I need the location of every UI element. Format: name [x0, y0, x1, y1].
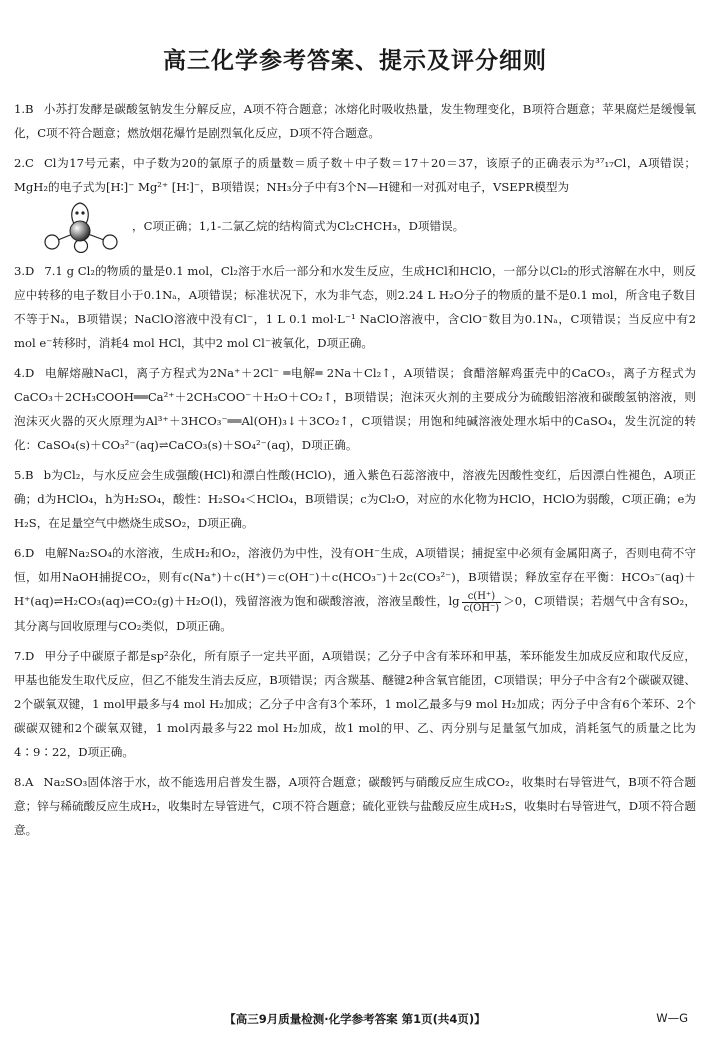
answer-number: 6.D: [14, 546, 35, 560]
answer-number: 8.A: [14, 774, 34, 789]
answer-item-5: [14, 463, 696, 535]
answer-text: Na₂SO₃固体溶于水，故不能选用启普发生器，A项符合题意；碳酸钙与硝酸反应生成CO₂，收集时右导管进气，B项不符合题意；锌与稀硫酸反应生成H₂，收集时左导管进气，C项不符合题意；硫化亚铁与盐酸反应生成H₂S，收集时右导管进气，D项不符合题意。: [14, 774, 696, 837]
page-footer: 【高三9月质量检测·化学参考答案 第1页(共4页)】: [224, 1012, 486, 1026]
fraction-numerator: c(H⁺): [462, 591, 502, 603]
answer-text-tail: ＞0，C项错误；若烟气中含有SO₂，其分离与回收原理与CO₂类似，D项正确。: [14, 594, 697, 633]
answer-number: 5.B: [14, 468, 34, 482]
ratio-fraction: [462, 591, 502, 614]
answer-number: 4.D: [14, 366, 35, 380]
vsepr-line: [14, 199, 696, 253]
answer-number: 2.C: [14, 156, 34, 170]
answer-text-tail: ，C项正确；1,1-二氯乙烷的结构简式为Cl₂CHCH₃，D项错误。: [132, 219, 465, 233]
answer-text: 7.1 g Cl₂的物质的量是0.1 mol，Cl₂溶于水后一部分和水发生反应，生成HCl和HClO，一部分以Cl₂的形式溶解在水中，则反应中转移的电子数目小于0.1Nₐ，A项错误；标准状况下，水为非气态，则2.24 L H₂O分子的物质的量不是0.1 mol，所含电子数目不等于Nₐ，B项错误；NaClO溶液中没有Cl⁻，1 L 0.1 mol·L⁻¹ NaClO溶液中，含ClO⁻数目为0.1Nₐ，C项错误；当反应中有2 mol e⁻转移时，消耗4 mol HCl，其中2 mol Cl⁻被氧化，D项正确。: [14, 264, 696, 350]
answer-item-1: [14, 97, 696, 145]
answer-text: 电解Na₂SO₄的水溶液，生成H₂和O₂，溶液仍为中性，没有OH⁻生成，A项错误；捕捉室中必须有金属阳离子，否则电荷不守恒，如用NaOH捕捉CO₂，则有c(Na⁺)＋c(H⁺)＝c(OH⁻)＋c(HCO₃⁻)＋2c(CO₃²⁻)，B项错误；释放室存在平衡：HCO₃⁻(aq)＋H⁺(aq)⇌H₂CO₃(aq)⇌CO₂(g)＋H₂O(l)，残留溶液为饱和碳酸溶液，溶液呈酸性，lg: [14, 546, 696, 608]
vsepr-model-diagram: [34, 199, 126, 253]
answer-text: b为Cl₂，与水反应会生成强酸(HCl)和漂白性酸(HClO)，通入紫色石蕊溶液中，溶液先因酸性变红，后因漂白性褪色，A项正确；d为HClO₄，h为H₂SO₄，酸性：H₂SO₄＜HClO₄，B项错误；c为Cl₂O，对应的水化物为HClO，HClO为弱酸，C项正确；e为H₂S，在足量空气中燃烧生成SO₂，D项正确。: [14, 468, 696, 530]
answer-item-6: [14, 541, 696, 638]
paper-code: W—G: [656, 1011, 688, 1025]
answer-item-2: [14, 151, 696, 253]
answer-text: 甲分子中碳原子都是sp²杂化，所有原子一定共平面，A项错误；乙分子中含有苯环和甲基，苯环能发生加成反应和取代反应，甲基也能发生取代反应，但乙不能发生消去反应，B项错误；丙含羰基、醚键2种含氧官能团，C项错误；甲分子中含有2个碳碳双键、2个碳氧双键，1 mol甲最多与4 mol H₂加成；乙分子中含有3个苯环，1 mol乙最多与9 mol H₂加成；丙分子中含有6个苯环、2个碳碳双键和2个碳氧双键，1 mol丙最多与22 mol H₂加成，故1 mol的甲、乙、丙分别与足量氢气加成，消耗氢气的质量之比为4∶9∶22，D项正确。: [14, 648, 696, 759]
answer-text: Cl为17号元素，中子数为20的氯原子的质量数＝质子数＋中子数＝17＋20＝37，该原子的正确表示为³⁷₁₇Cl，A项错误；MgH₂的电子式为[H∶]⁻ Mg²⁺ [H∶]⁻，B项错误；NH₃分子中有3个N—H键和一对孤对电子，VSEPR模型为: [14, 156, 696, 194]
answer-number: 3.D: [14, 264, 35, 278]
answer-item-7: [14, 644, 696, 764]
answer-number: 1.B: [14, 102, 34, 116]
fraction-denominator: c(OH⁻): [463, 602, 500, 614]
answer-text: 小苏打发酵是碳酸氢钠发生分解反应，A项不符合题意；冰熔化时吸收热量，发生物理变化，B项符合题意；苹果腐烂是缓慢氧化，C项不符合题意；燃放烟花爆竹是剧烈氧化反应，D项不符合题意。: [14, 102, 696, 140]
answer-item-4: [14, 361, 696, 457]
answer-item-8: [14, 770, 696, 842]
answer-list: [14, 97, 696, 848]
page-title: 高三化学参考答案、提示及评分细则: [163, 48, 547, 74]
answer-number: 7.D: [14, 648, 35, 663]
answer-text: 电解熔融NaCl，离子方程式为2Na⁺＋2Cl⁻ ═电解═ 2Na＋Cl₂↑，A项错误；食醋溶解鸡蛋壳中的CaCO₃，离子方程式为CaCO₃＋2CH₃COOH══Ca²⁺＋2CH₃COO⁻＋H₂O＋CO₂↑，B项错误；泡沫灭火剂的主要成分为硫酸铝溶液和碳酸氢钠溶液，则泡沫灭火器的灭火原理为Al³⁺＋3HCO₃⁻══Al(OH)₃↓＋3CO₂↑，C项错误；用饱和纯碱溶液处理水垢中的CaSO₄，发生沉淀的转化：CaSO₄(s)＋CO₃²⁻(aq)⇌CaCO₃(s)＋SO₄²⁻(aq)，D项正确。: [14, 366, 696, 452]
answer-item-3: [14, 259, 696, 355]
